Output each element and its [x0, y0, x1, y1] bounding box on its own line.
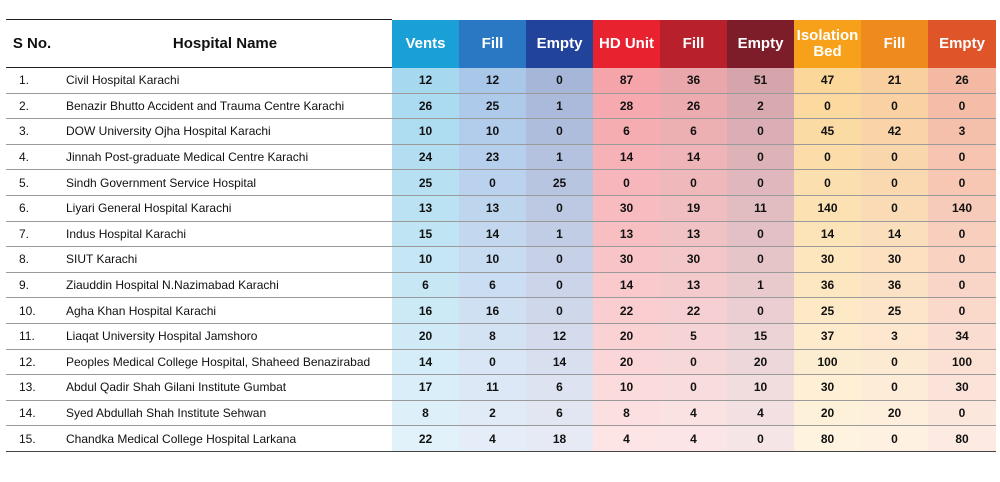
cell-iso-empty: 0 [928, 247, 996, 273]
cell-vents-empty: 25 [526, 170, 593, 196]
cell-iso-fill: 0 [861, 170, 928, 196]
cell-iso-empty: 140 [928, 195, 996, 221]
header-vents: Vents [392, 20, 459, 68]
cell-vents: 14 [392, 349, 459, 375]
cell-hd-empty: 0 [727, 298, 794, 324]
row-hospital-name: Agha Khan Hospital Karachi [58, 298, 392, 324]
row-sno: 9. [6, 272, 58, 298]
header-iso-empty: Empty [928, 20, 996, 68]
cell-iso-empty: 0 [928, 272, 996, 298]
cell-iso-fill: 21 [861, 68, 928, 94]
cell-vents-empty: 0 [526, 298, 593, 324]
cell-vents-fill: 10 [459, 247, 526, 273]
cell-hd-fill: 14 [660, 144, 727, 170]
cell-vents: 16 [392, 298, 459, 324]
table-row [6, 144, 996, 170]
cell-vents: 20 [392, 323, 459, 349]
row-hospital-name: Abdul Qadir Shah Gilani Institute Gumbat [58, 375, 392, 401]
row-hospital-name: Sindh Government Service Hospital [58, 170, 392, 196]
table-row [6, 93, 996, 119]
cell-vents: 13 [392, 195, 459, 221]
cell-vents-empty: 0 [526, 119, 593, 145]
cell-hd-fill: 0 [660, 349, 727, 375]
cell-vents-fill: 8 [459, 323, 526, 349]
row-sno: 2. [6, 93, 58, 119]
table-row [6, 247, 996, 273]
cell-hd-fill: 22 [660, 298, 727, 324]
header-row [6, 20, 996, 68]
cell-hd: 0 [593, 170, 660, 196]
cell-iso: 47 [794, 68, 861, 94]
row-sno: 14. [6, 400, 58, 426]
cell-hd-fill: 19 [660, 195, 727, 221]
cell-hd-empty: 0 [727, 119, 794, 145]
cell-vents-fill: 10 [459, 119, 526, 145]
cell-hd: 8 [593, 400, 660, 426]
row-sno: 12. [6, 349, 58, 375]
cell-hd-fill: 26 [660, 93, 727, 119]
row-sno: 7. [6, 221, 58, 247]
cell-vents-empty: 1 [526, 93, 593, 119]
row-hospital-name: Benazir Bhutto Accident and Trauma Centre Karachi [58, 93, 392, 119]
cell-iso: 100 [794, 349, 861, 375]
cell-iso-empty: 80 [928, 426, 996, 452]
cell-hd: 87 [593, 68, 660, 94]
cell-iso: 14 [794, 221, 861, 247]
row-hospital-name: SIUT Karachi [58, 247, 392, 273]
cell-vents-fill: 14 [459, 221, 526, 247]
cell-iso-fill: 14 [861, 221, 928, 247]
header-iso-fill: Fill [861, 20, 928, 68]
cell-hd-fill: 13 [660, 221, 727, 247]
cell-vents-fill: 2 [459, 400, 526, 426]
cell-vents: 8 [392, 400, 459, 426]
header-vents-fill: Fill [459, 20, 526, 68]
row-sno: 13. [6, 375, 58, 401]
cell-hd-empty: 51 [727, 68, 794, 94]
cell-vents: 17 [392, 375, 459, 401]
cell-hd-empty: 4 [727, 400, 794, 426]
cell-iso: 0 [794, 93, 861, 119]
cell-vents: 25 [392, 170, 459, 196]
cell-vents-fill: 25 [459, 93, 526, 119]
cell-vents-fill: 11 [459, 375, 526, 401]
cell-hd-empty: 20 [727, 349, 794, 375]
cell-hd-empty: 1 [727, 272, 794, 298]
cell-vents: 15 [392, 221, 459, 247]
cell-vents-fill: 12 [459, 68, 526, 94]
cell-hd-empty: 10 [727, 375, 794, 401]
cell-iso-empty: 0 [928, 298, 996, 324]
row-sno: 5. [6, 170, 58, 196]
cell-vents-empty: 0 [526, 247, 593, 273]
table-row [6, 349, 996, 375]
header-sno: S No. [6, 20, 58, 68]
cell-hd-empty: 0 [727, 221, 794, 247]
cell-vents-empty: 14 [526, 349, 593, 375]
cell-vents-empty: 1 [526, 221, 593, 247]
cell-vents-fill: 23 [459, 144, 526, 170]
cell-hd: 20 [593, 323, 660, 349]
cell-iso-empty: 3 [928, 119, 996, 145]
cell-iso-empty: 0 [928, 400, 996, 426]
hospital-capacity-table [6, 19, 996, 452]
cell-vents-fill: 0 [459, 170, 526, 196]
cell-hd: 30 [593, 195, 660, 221]
cell-vents-empty: 18 [526, 426, 593, 452]
table-row [6, 68, 996, 94]
row-hospital-name: DOW University Ojha Hospital Karachi [58, 119, 392, 145]
cell-vents-fill: 13 [459, 195, 526, 221]
cell-hd-fill: 36 [660, 68, 727, 94]
cell-hd-empty: 2 [727, 93, 794, 119]
header-isolation-bed: Isolation Bed [794, 20, 861, 68]
table-row [6, 298, 996, 324]
cell-hd: 4 [593, 426, 660, 452]
cell-vents-empty: 1 [526, 144, 593, 170]
cell-iso-empty: 100 [928, 349, 996, 375]
table-row [6, 426, 996, 452]
cell-iso: 30 [794, 375, 861, 401]
table-row [6, 323, 996, 349]
cell-hd: 13 [593, 221, 660, 247]
cell-iso: 20 [794, 400, 861, 426]
table-row [6, 119, 996, 145]
cell-hd: 14 [593, 272, 660, 298]
cell-iso-empty: 34 [928, 323, 996, 349]
row-sno: 3. [6, 119, 58, 145]
row-hospital-name: Jinnah Post-graduate Medical Centre Karachi [58, 144, 392, 170]
cell-iso-fill: 0 [861, 426, 928, 452]
cell-hd: 28 [593, 93, 660, 119]
cell-iso-empty: 0 [928, 144, 996, 170]
cell-hd-fill: 4 [660, 400, 727, 426]
cell-vents-empty: 0 [526, 68, 593, 94]
cell-hd: 6 [593, 119, 660, 145]
cell-hd-empty: 0 [727, 247, 794, 273]
row-sno: 6. [6, 195, 58, 221]
cell-iso-fill: 42 [861, 119, 928, 145]
cell-vents-fill: 16 [459, 298, 526, 324]
table-row [6, 272, 996, 298]
cell-vents-fill: 0 [459, 349, 526, 375]
cell-iso-fill: 0 [861, 144, 928, 170]
cell-vents-empty: 0 [526, 272, 593, 298]
cell-iso: 37 [794, 323, 861, 349]
cell-iso-fill: 0 [861, 349, 928, 375]
header-hd-fill: Fill [660, 20, 727, 68]
table-row [6, 221, 996, 247]
cell-iso: 30 [794, 247, 861, 273]
cell-vents: 12 [392, 68, 459, 94]
cell-hd-empty: 0 [727, 426, 794, 452]
cell-vents: 22 [392, 426, 459, 452]
row-sno: 4. [6, 144, 58, 170]
cell-iso-fill: 0 [861, 375, 928, 401]
cell-hd-fill: 13 [660, 272, 727, 298]
cell-iso-fill: 0 [861, 195, 928, 221]
row-sno: 8. [6, 247, 58, 273]
row-hospital-name: Ziauddin Hospital N.Nazimabad Karachi [58, 272, 392, 298]
cell-vents: 24 [392, 144, 459, 170]
cell-iso-fill: 0 [861, 93, 928, 119]
cell-vents: 6 [392, 272, 459, 298]
row-sno: 1. [6, 68, 58, 94]
cell-iso: 45 [794, 119, 861, 145]
cell-hd-fill: 4 [660, 426, 727, 452]
cell-iso-empty: 0 [928, 221, 996, 247]
cell-vents-fill: 4 [459, 426, 526, 452]
cell-hd-fill: 0 [660, 170, 727, 196]
cell-iso: 140 [794, 195, 861, 221]
cell-hd-empty: 0 [727, 170, 794, 196]
cell-iso-empty: 26 [928, 68, 996, 94]
cell-iso-fill: 30 [861, 247, 928, 273]
cell-iso-fill: 3 [861, 323, 928, 349]
cell-hd-fill: 0 [660, 375, 727, 401]
table-row [6, 375, 996, 401]
cell-hd-fill: 5 [660, 323, 727, 349]
cell-iso-empty: 0 [928, 93, 996, 119]
row-hospital-name: Indus Hospital Karachi [58, 221, 392, 247]
cell-hd: 22 [593, 298, 660, 324]
table-body [6, 68, 996, 452]
cell-hd: 20 [593, 349, 660, 375]
cell-iso: 80 [794, 426, 861, 452]
cell-vents-empty: 6 [526, 400, 593, 426]
cell-iso: 25 [794, 298, 861, 324]
cell-hd-empty: 11 [727, 195, 794, 221]
header-hd-unit: HD Unit [593, 20, 660, 68]
cell-iso: 0 [794, 170, 861, 196]
table-row [6, 170, 996, 196]
row-sno: 11. [6, 323, 58, 349]
table-row [6, 195, 996, 221]
cell-vents-empty: 12 [526, 323, 593, 349]
row-hospital-name: Chandka Medical College Hospital Larkana [58, 426, 392, 452]
row-hospital-name: Liyari General Hospital Karachi [58, 195, 392, 221]
cell-vents: 10 [392, 247, 459, 273]
cell-iso: 36 [794, 272, 861, 298]
header-hd-empty: Empty [727, 20, 794, 68]
row-sno: 10. [6, 298, 58, 324]
row-hospital-name: Liaqat University Hospital Jamshoro [58, 323, 392, 349]
row-sno: 15. [6, 426, 58, 452]
cell-hd: 14 [593, 144, 660, 170]
cell-iso-empty: 0 [928, 170, 996, 196]
cell-iso: 0 [794, 144, 861, 170]
cell-iso-empty: 30 [928, 375, 996, 401]
cell-vents-empty: 0 [526, 195, 593, 221]
cell-hd: 30 [593, 247, 660, 273]
cell-hd-fill: 6 [660, 119, 727, 145]
cell-iso-fill: 36 [861, 272, 928, 298]
row-hospital-name: Syed Abdullah Shah Institute Sehwan [58, 400, 392, 426]
cell-vents-fill: 6 [459, 272, 526, 298]
cell-iso-fill: 25 [861, 298, 928, 324]
cell-hd: 10 [593, 375, 660, 401]
cell-vents: 26 [392, 93, 459, 119]
table-row [6, 400, 996, 426]
row-hospital-name: Civil Hospital Karachi [58, 68, 392, 94]
cell-hd-empty: 15 [727, 323, 794, 349]
row-hospital-name: Peoples Medical College Hospital, Shaheed Benazirabad [58, 349, 392, 375]
cell-vents-empty: 6 [526, 375, 593, 401]
cell-hd-fill: 30 [660, 247, 727, 273]
cell-hd-empty: 0 [727, 144, 794, 170]
cell-vents: 10 [392, 119, 459, 145]
header-vents-empty: Empty [526, 20, 593, 68]
header-hospital-name: Hospital Name [58, 20, 392, 68]
cell-iso-fill: 20 [861, 400, 928, 426]
